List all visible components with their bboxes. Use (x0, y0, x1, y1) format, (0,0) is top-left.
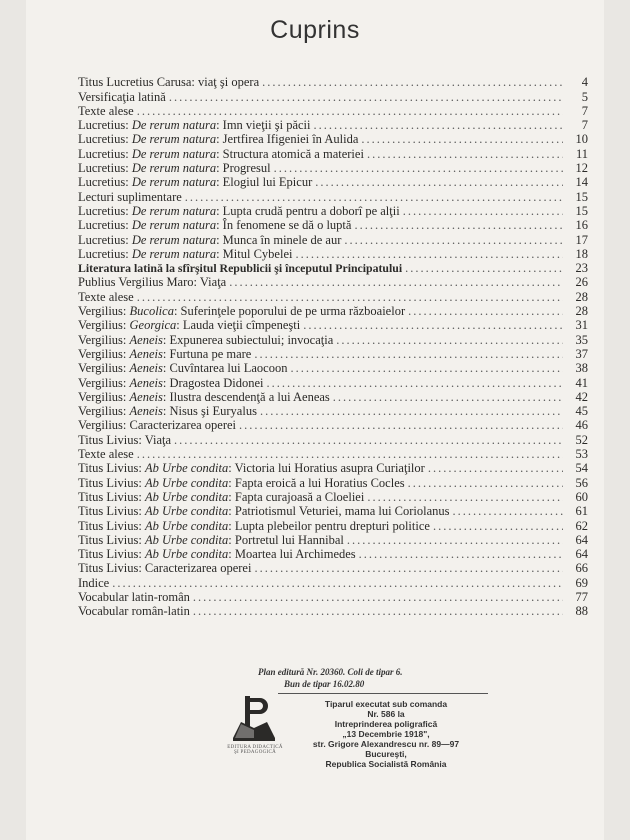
toc-page-number: 15 (575, 189, 588, 204)
toc-page-number: 45 (575, 404, 588, 419)
toc-entry-author: Texte alese (78, 103, 134, 118)
toc-entry-author: Lucretius: (78, 175, 132, 190)
toc-leader-dots (262, 76, 563, 89)
toc-leader-dots (347, 534, 563, 547)
toc-entry-subtitle: : Lauda vieţii cîmpeneşti (176, 318, 301, 333)
toc-entry (78, 132, 588, 146)
toc-entry (78, 161, 588, 175)
toc-page-number: 23 (575, 261, 588, 276)
divider (278, 693, 488, 694)
toc-entry-subtitle: : Progresul (216, 161, 271, 176)
toc-entry-work: De rerum natura (131, 218, 217, 233)
toc-entry-subtitle: : Victoria lui Horatius asupra Curiaţilor (228, 461, 425, 476)
toc-page-number: 14 (575, 175, 588, 190)
toc-entry-subtitle: : Elogiul lui Epicur (216, 175, 313, 190)
colophon-line: Nr. 586 la (367, 709, 405, 719)
publisher-logo-icon (231, 694, 277, 744)
toc-entry-author: Titus Livius: Caracterizarea operei (78, 561, 252, 576)
toc-entry (78, 332, 588, 346)
toc-entry-subtitle: : Portretul lui Hannibal (228, 532, 344, 547)
toc-entry-work: De rerum natura (131, 203, 217, 218)
toc-entry-author: Vergilius: (78, 375, 130, 390)
toc-entry-subtitle: : Fapta eroică a lui Horatius Cocles (228, 475, 405, 490)
toc-entry-author: Vergilius: (78, 361, 130, 376)
toc-entry (78, 104, 588, 118)
toc-entry-title (78, 234, 341, 247)
toc-entry-author: Vergilius: (78, 332, 130, 347)
toc-entry-author: Titus Livius: (78, 475, 145, 490)
toc-page-number: 7 (581, 103, 588, 118)
toc-entry-title (78, 105, 134, 118)
toc-leader-dots (267, 377, 563, 390)
toc-leader-dots (193, 591, 563, 604)
toc-page-number: 42 (575, 389, 588, 404)
toc-entry (78, 575, 588, 589)
toc-page-number: 46 (575, 418, 588, 433)
toc-entry-subtitle: : Mitul Cybelei (216, 246, 293, 261)
toc-entry-subtitle: : Furtuna pe mare (162, 346, 252, 361)
toc-entry-subtitle: : Moartea lui Archimedes (228, 547, 356, 562)
toc-entry (78, 261, 588, 275)
toc-page-number: 28 (575, 304, 588, 319)
toc-leader-dots (314, 119, 563, 132)
toc-page-number: 66 (575, 561, 588, 576)
toc-entry-work: Aeneis (129, 404, 163, 419)
toc-entry (78, 89, 588, 103)
colophon (276, 699, 496, 769)
toc-entry-author: Indice (78, 575, 110, 590)
colophon-line: „13 Decembrie 1918", (342, 729, 430, 739)
toc-entry-work: Ab Urbe condita (144, 547, 229, 562)
toc-entry (78, 418, 588, 432)
toc-entry-subtitle: : În fenomene se dă o luptă (216, 218, 352, 233)
toc-leader-dots (354, 219, 563, 232)
toc-leader-dots (315, 176, 563, 189)
toc-entry (78, 247, 588, 261)
toc-page-number: 56 (575, 475, 588, 490)
toc-entry-subtitle: viaţ şi opera (198, 75, 260, 90)
logo-caption: EDITURA DIDACTICĂ ŞI PEDAGOGICĂ (227, 745, 283, 755)
toc-leader-dots (428, 462, 563, 475)
toc-leader-dots (361, 133, 563, 146)
toc-page-number: 15 (575, 203, 588, 218)
toc-entry-title (78, 205, 400, 218)
toc-entry-subtitle: : Munca în minele de aur (216, 232, 342, 247)
toc-entry-title (78, 291, 134, 304)
toc-entry-author: Titus Livius: (78, 532, 145, 547)
toc-entry (78, 375, 588, 389)
toc-entry-author: Lucretius: (78, 232, 132, 247)
toc-entry-work: Aeneis (129, 375, 163, 390)
toc-leader-dots (405, 262, 563, 275)
toc-page-number: 64 (575, 547, 588, 562)
toc-entry-author: Titus Livius: (78, 489, 145, 504)
toc-entry-author: Lucretius: (78, 246, 132, 261)
toc-entry-title (78, 348, 251, 361)
print-info-line: Plan editură Nr. 20360. Coli de tipar 6. (258, 667, 403, 677)
toc-entry-subtitle: : Suferinţele poporului de pe urma războaielor (173, 304, 406, 319)
toc-entry-author: Vocabular român-latin (78, 604, 190, 619)
toc-entry-title (78, 491, 364, 504)
toc-leader-dots (239, 419, 563, 432)
toc-entry (78, 390, 588, 404)
toc-page-number: 12 (575, 161, 588, 176)
toc-page-number: 10 (575, 132, 588, 147)
toc-entry (78, 118, 588, 132)
toc-entry (78, 404, 588, 418)
toc-entry-author: Lucretius: (78, 218, 132, 233)
toc-leader-dots (260, 405, 563, 418)
toc-leader-dots (367, 148, 563, 161)
toc-entry-author: Vocabular latin-român (78, 589, 190, 604)
toc-entry-title (78, 419, 236, 432)
toc-entry (78, 447, 588, 461)
toc-leader-dots (254, 348, 563, 361)
toc-entry-author: Texte alese (78, 289, 134, 304)
toc-leader-dots (174, 434, 563, 447)
toc-entry (78, 189, 588, 203)
toc-entry-author: Titus Lucretius Carusa: (78, 75, 199, 90)
toc-entry-title (78, 176, 312, 189)
toc-entry-author: Titus Livius: (78, 547, 145, 562)
toc-entry-work: Ab Urbe condita (144, 518, 229, 533)
toc-entry-subtitle: : Lupta plebeilor pentru drepturi politice (228, 518, 430, 533)
page-title: Cuprins (270, 16, 360, 44)
toc-entry-author: Lucretius: (78, 132, 132, 147)
toc-page-number: 26 (575, 275, 588, 290)
toc-leader-dots (137, 291, 563, 304)
toc-entry-subtitle: : Structura atomică a materiei (216, 146, 364, 161)
toc-page-number: 52 (575, 432, 588, 447)
toc-entry-title (78, 76, 259, 89)
toc-page-number: 38 (575, 361, 588, 376)
toc-leader-dots (367, 491, 563, 504)
toc-entry-author: Vergilius: (78, 318, 130, 333)
toc-leader-dots (408, 477, 563, 490)
toc-leader-dots (229, 276, 563, 289)
toc-entry-subtitle: : Lupta crudă pentru a doborî pe alţii (216, 203, 400, 218)
toc-entry-author: Lucretius: (78, 118, 132, 133)
toc-entry-title (78, 477, 405, 490)
toc-entry-author: Vergilius: (78, 346, 130, 361)
toc-entry-title (78, 262, 402, 275)
toc-leader-dots (254, 562, 563, 575)
toc-page-number: 31 (575, 318, 588, 333)
toc-leader-dots (137, 448, 563, 461)
toc-leader-dots (112, 577, 563, 590)
toc-page-number: 69 (575, 575, 588, 590)
toc-leader-dots (344, 234, 563, 247)
toc-page-number: 11 (575, 146, 588, 161)
toc-leader-dots (408, 305, 563, 318)
toc-page-number: 88 (575, 604, 588, 619)
toc-entry-title (78, 534, 344, 547)
toc-leader-dots (185, 191, 563, 204)
toc-entry-title (78, 162, 271, 175)
toc-entry (78, 561, 588, 575)
toc-entry (78, 304, 588, 318)
toc-entry-work: Bucolica (129, 304, 174, 319)
toc-entry (78, 289, 588, 303)
toc-entry-author: Vergilius: (78, 304, 130, 319)
toc-page-number: 7 (581, 118, 588, 133)
toc-entry-title (78, 505, 450, 518)
toc-entry-work: Ab Urbe condita (144, 532, 229, 547)
toc-entry-title (78, 334, 333, 347)
toc-entry (78, 504, 588, 518)
toc-entry-author: Publius Vergilius Maro: Viaţa (78, 275, 227, 290)
toc-page-number: 54 (575, 461, 588, 476)
toc-entry-title (78, 133, 358, 146)
toc-entry-author: Titus Livius: Viaţa (78, 432, 172, 447)
toc-entry-author: Lecturi suplimentare (78, 189, 182, 204)
toc-entry-title (78, 405, 257, 418)
toc-entry (78, 432, 588, 446)
toc-entry-title (78, 448, 134, 461)
toc-leader-dots (359, 548, 563, 561)
toc-entry-author: Vergilius: (78, 404, 130, 419)
toc-entry-work: Aeneis (129, 361, 163, 376)
toc-page-number: 60 (575, 489, 588, 504)
toc-entry-title (78, 219, 351, 232)
colophon-line: str. Grigore Alexandrescu nr. 89—97 (312, 739, 460, 749)
toc-leader-dots (295, 248, 563, 261)
toc-entry-author: Lucretius: (78, 161, 132, 176)
toc-leader-dots (403, 205, 563, 218)
toc-entry-author: Vergilius: Caracterizarea operei (78, 418, 237, 433)
toc-entry-author: Lucretius: (78, 146, 132, 161)
toc-entry-author: Texte alese (78, 447, 134, 462)
toc-entry-work: De rerum natura (131, 146, 217, 161)
toc-entry (78, 461, 588, 475)
toc-entry-work: De rerum natura (131, 175, 217, 190)
toc-leader-dots (433, 520, 563, 533)
toc-page-number: 28 (575, 289, 588, 304)
toc-entry-author: Literatura latină la sfîrşitul Republicii şi începutul Principatului (78, 261, 403, 276)
toc-leader-dots (303, 319, 563, 332)
toc-entry-title (78, 548, 356, 561)
toc-entry-author: Lucretius: (78, 203, 132, 218)
colophon-line: Tiparul executat sub comanda (324, 699, 448, 709)
toc-entry-subtitle: : Imn vieţii şi păcii (216, 118, 311, 133)
toc-entry-work: De rerum natura (131, 132, 217, 147)
colophon-line: Bucureşti, (365, 749, 407, 759)
book-page (26, 0, 604, 840)
toc-page-number: 5 (581, 89, 588, 104)
toc-leader-dots (274, 162, 563, 175)
toc-leader-dots (290, 362, 563, 375)
toc-entry-subtitle: : Jertfirea Ifigeniei în Aulida (216, 132, 359, 147)
toc-page-number: 77 (575, 589, 588, 604)
toc-entry-title (78, 520, 430, 533)
toc-entry-title (78, 319, 300, 332)
toc-entry-work: Aeneis (129, 332, 163, 347)
toc-page-number: 62 (575, 518, 588, 533)
toc-entry-title (78, 148, 364, 161)
toc-entry-title (78, 605, 190, 618)
toc-entry-title (78, 377, 264, 390)
toc-leader-dots (193, 605, 563, 618)
toc-page-number: 4 (581, 75, 588, 90)
toc-entry-author: Titus Livius: (78, 504, 145, 519)
toc-entry-subtitle: : Cuvîntarea lui Laocoon (162, 361, 288, 376)
toc-entry-work: Ab Urbe condita (144, 475, 229, 490)
toc-entry (78, 490, 588, 504)
toc-page-number: 37 (575, 346, 588, 361)
toc-page-number: 64 (575, 532, 588, 547)
toc-page-number: 16 (575, 218, 588, 233)
toc-entry-title (78, 91, 166, 104)
toc-leader-dots (169, 91, 563, 104)
toc-entry-title (78, 276, 226, 289)
toc-page-number: 53 (575, 447, 588, 462)
toc-entry-title (78, 305, 405, 318)
toc-page-number: 35 (575, 332, 588, 347)
toc-entry (78, 218, 588, 232)
toc-entry-subtitle: : Ilustra descendenţă a lui Aeneas (162, 389, 330, 404)
toc-leader-dots (336, 334, 563, 347)
toc-entry (78, 347, 588, 361)
toc-entry-title (78, 434, 171, 447)
print-info-line: Bun de tipar 16.02.80 (284, 679, 365, 689)
toc-entry (78, 146, 588, 160)
toc-leader-dots (333, 391, 563, 404)
toc-entry-work: Aeneis (129, 389, 163, 404)
toc-entry-work: De rerum natura (131, 246, 217, 261)
toc-entry-author: Vergilius: (78, 389, 130, 404)
toc-entry-author: Titus Livius: (78, 518, 145, 533)
toc-entry-title (78, 577, 109, 590)
toc-entry (78, 590, 588, 604)
toc-entry (78, 361, 588, 375)
toc-entry (78, 604, 588, 618)
toc-entry-subtitle: : Patriotismul Veturiei, mama lui Coriolanus (228, 504, 450, 519)
toc-entry (78, 75, 588, 89)
toc-entry-work: Ab Urbe condita (144, 489, 229, 504)
toc-entry (78, 175, 588, 189)
toc-entry-work: Aeneis (129, 346, 163, 361)
toc-entry (78, 232, 588, 246)
toc-entry-title (78, 119, 311, 132)
toc-entry-subtitle: : Expunerea subiectului; invocaţia (162, 332, 334, 347)
toc-entry-work: Ab Urbe condita (144, 461, 229, 476)
toc-entry-title (78, 362, 287, 375)
colophon-line: Intreprinderea poligrafică (334, 719, 438, 729)
toc-entry-subtitle: : Fapta curajoasă a Cloeliei (228, 489, 365, 504)
toc-page-number: 18 (575, 246, 588, 261)
toc-entry (78, 518, 588, 532)
toc-entry (78, 533, 588, 547)
toc-entry-title (78, 462, 425, 475)
toc-entry-title (78, 562, 251, 575)
toc-entry-author: Versificaţia latină (78, 89, 166, 104)
toc-entry-work: Georgica (129, 318, 177, 333)
toc-leader-dots (137, 105, 563, 118)
table-of-contents (78, 75, 588, 618)
toc-entry-title (78, 191, 182, 204)
toc-page-number: 17 (575, 232, 588, 247)
colophon-line: Republica Socialistă România (325, 759, 447, 769)
toc-entry-title (78, 591, 190, 604)
toc-entry-author: Titus Livius: (78, 461, 145, 476)
toc-entry (78, 475, 588, 489)
toc-entry-title (78, 391, 330, 404)
toc-entry-work: De rerum natura (131, 161, 217, 176)
toc-entry (78, 275, 588, 289)
toc-entry (78, 547, 588, 561)
toc-entry-work: De rerum natura (131, 118, 217, 133)
toc-entry (78, 204, 588, 218)
toc-page-number: 41 (575, 375, 588, 390)
toc-entry-title (78, 248, 292, 261)
toc-entry-work: Ab Urbe condita (144, 504, 229, 519)
toc-entry-subtitle: : Dragostea Didonei (162, 375, 264, 390)
toc-entry (78, 318, 588, 332)
toc-entry-work: De rerum natura (131, 232, 217, 247)
toc-leader-dots (453, 505, 563, 518)
toc-page-number: 61 (575, 504, 588, 519)
print-info (258, 666, 558, 690)
toc-entry-subtitle: : Nisus şi Euryalus (162, 404, 257, 419)
